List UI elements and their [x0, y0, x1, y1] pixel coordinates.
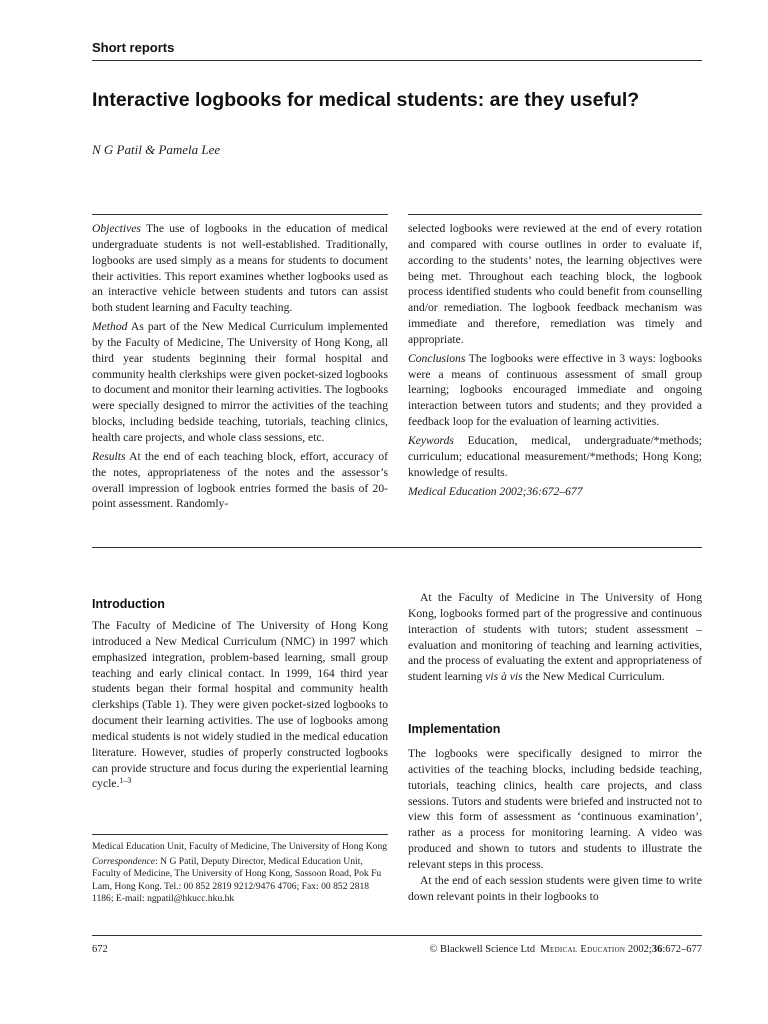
abstract-results [92, 449, 388, 512]
journal-year: 2002; [625, 944, 652, 955]
method-label: Method [92, 320, 128, 334]
abstract-method [92, 319, 388, 446]
journal-citation: Medical Education 2002;36:672–677 [408, 484, 583, 498]
objectives-text: The use of logbooks in the education of medical undergraduate students is not well-established. Traditionally, logbooks are used simply as a means for students to document their activities. This report examines whether logbooks used as an interactive vehicle between students and tutors can assist both student learning and Faculty teaching. [92, 222, 388, 315]
implementation-column [408, 746, 702, 904]
conclusions-label: Conclusions [408, 351, 466, 365]
article-title: Interactive logbooks for medical students: are they useful? [92, 89, 640, 111]
objectives-label: Objectives [92, 222, 141, 235]
introduction-paragraph-2-end: the New Medical Curriculum. [522, 670, 665, 684]
implementation-heading: Implementation [408, 722, 501, 736]
results-label: Results [92, 449, 126, 463]
abstract-right-column [408, 221, 702, 499]
abstract-results-continued: selected logbooks were reviewed at the end of every rotation and compared with course outlines in order to evaluate if, according to the students’ notes, the learning objectives were being met. Throughout each teaching block, the logbook process identified students who could benefit from counselling and/or remediation. The logbook feedback mechanism was immediate and therefore, remediation was timely and appropriate. [408, 222, 702, 346]
abstract-objectives [92, 221, 388, 316]
implementation-paragraph-1: The logbooks were specifically designed to mirror the activities of the teaching blocks, including bedside teaching, tutorials, teaching clinics, health care projects, and class sessions. Tutors and students were briefed and instructed not to view this form of assessment as ‘continuous examination’, rather as a process for monitoring learning. A video was produced and shown to tutors and students to illustrate the relevant steps in this process. [408, 747, 702, 871]
abstract-bottom-rule [92, 547, 702, 548]
introduction-paragraph-2-italic: vis à vis [485, 670, 523, 684]
section-label: Short reports [92, 40, 175, 55]
page-number: 672 [92, 944, 108, 955]
affiliation-note: Medical Education Unit, Faculty of Medicine, The University of Hong Kong [92, 841, 388, 852]
abstract-left-column [92, 221, 388, 512]
author-list: N G Patil & Pamela Lee [92, 142, 221, 157]
abstract-top-rule-left [92, 214, 388, 215]
introduction-column [92, 618, 388, 792]
implementation-paragraph-2: At the end of each session students were given time to write down relevant points in their logbooks to [408, 873, 702, 903]
abstract-top-rule-right [408, 214, 702, 215]
author-footnote [92, 841, 388, 908]
footer-rule [92, 935, 702, 936]
correspondence-note [92, 856, 388, 906]
reference-superscript: 1–3 [119, 776, 132, 786]
journal-name: Medical Education [540, 944, 626, 955]
introduction-heading: Introduction [92, 597, 165, 611]
footer-journal-info [356, 944, 702, 955]
abstract-conclusions [408, 351, 702, 430]
introduction-continued-column [408, 590, 702, 685]
journal-pages: :672–677 [662, 944, 702, 955]
results-text: At the end of each teaching block, effort, accuracy of the notes, appropriateness of the notes and the assessor’s overall impression of logbook entries formed the basis of 20-point assessment. Randomly- [92, 449, 388, 511]
introduction-paragraph-1-text: The Faculty of Medicine of The University of Hong Kong introduced a New Medical Curriculum (NMC) in 1997 which emphasized integration, problem-based learning, small group teaching and early clinical contact. In 1999, 164 third year students began their formal hospital and community health clerkships (Table 1). They were given pocket-sized logbooks to document their learning activities. The use of logbooks among medical students is not widely studied in the medical education literature. However, studies of properly constructed logbooks can provide structure and focus during the experiential learning cycle. [92, 619, 388, 791]
abstract-keywords [408, 433, 702, 481]
introduction-paragraph-2 [408, 590, 702, 685]
method-text: As part of the New Medical Curriculum implemented by the Faculty of Medicine, The University of Hong Kong, all third year students beginning their formal hospital and community health clerkships were given pocket-sized logbooks to document and monitor their learning activities. The logbooks were specially designed to mirror the activities of the teaching blocks, including bedside teaching, tutorials, teaching clinics, health care projects, and whole class sessions, etc. [92, 320, 388, 444]
correspondence-label: Correspondence [92, 855, 156, 867]
publisher-copyright: © Blackwell Science Ltd [429, 944, 536, 955]
journal-volume: 36 [651, 944, 663, 955]
introduction-paragraph-1 [92, 618, 388, 792]
keywords-text: Education, medical, undergraduate/*methods; curriculum; educational measurement/*methods; Hong Kong; knowledge of results. [408, 433, 702, 479]
correspondence-text: : N G Patil, Deputy Director, Medical Education Unit, Faculty of Medicine, The University of Hong Kong, Sassoon Road, Pok Fu Lam, Hong Kong. Tel.: 00 852 2819 9212/9476 4706; Fax: 00 852 2818 1186; E-mail: ngpatil@hkucc.hku.hk [92, 855, 382, 905]
introduction-paragraph-2-text: At the Faculty of Medicine in The University of Hong Kong, logbooks formed part of the progressive and continuous interaction of students with tutors; student assessment – evaluation and monitoring of teaching and learning activities, and the process of evaluating the extent and appropriateness of student learning [408, 591, 702, 684]
keywords-label: Keywords [408, 433, 454, 447]
footnote-rule [92, 834, 388, 835]
conclusions-text: The logbooks were effective in 3 ways: logbooks were a means of continuous assessment of small group learning; logbooks encouraged immediate and ongoing interaction between tutors and students; and they provided a feedback loop for the evaluation of learning activities. [408, 351, 702, 429]
top-divider [92, 60, 702, 61]
